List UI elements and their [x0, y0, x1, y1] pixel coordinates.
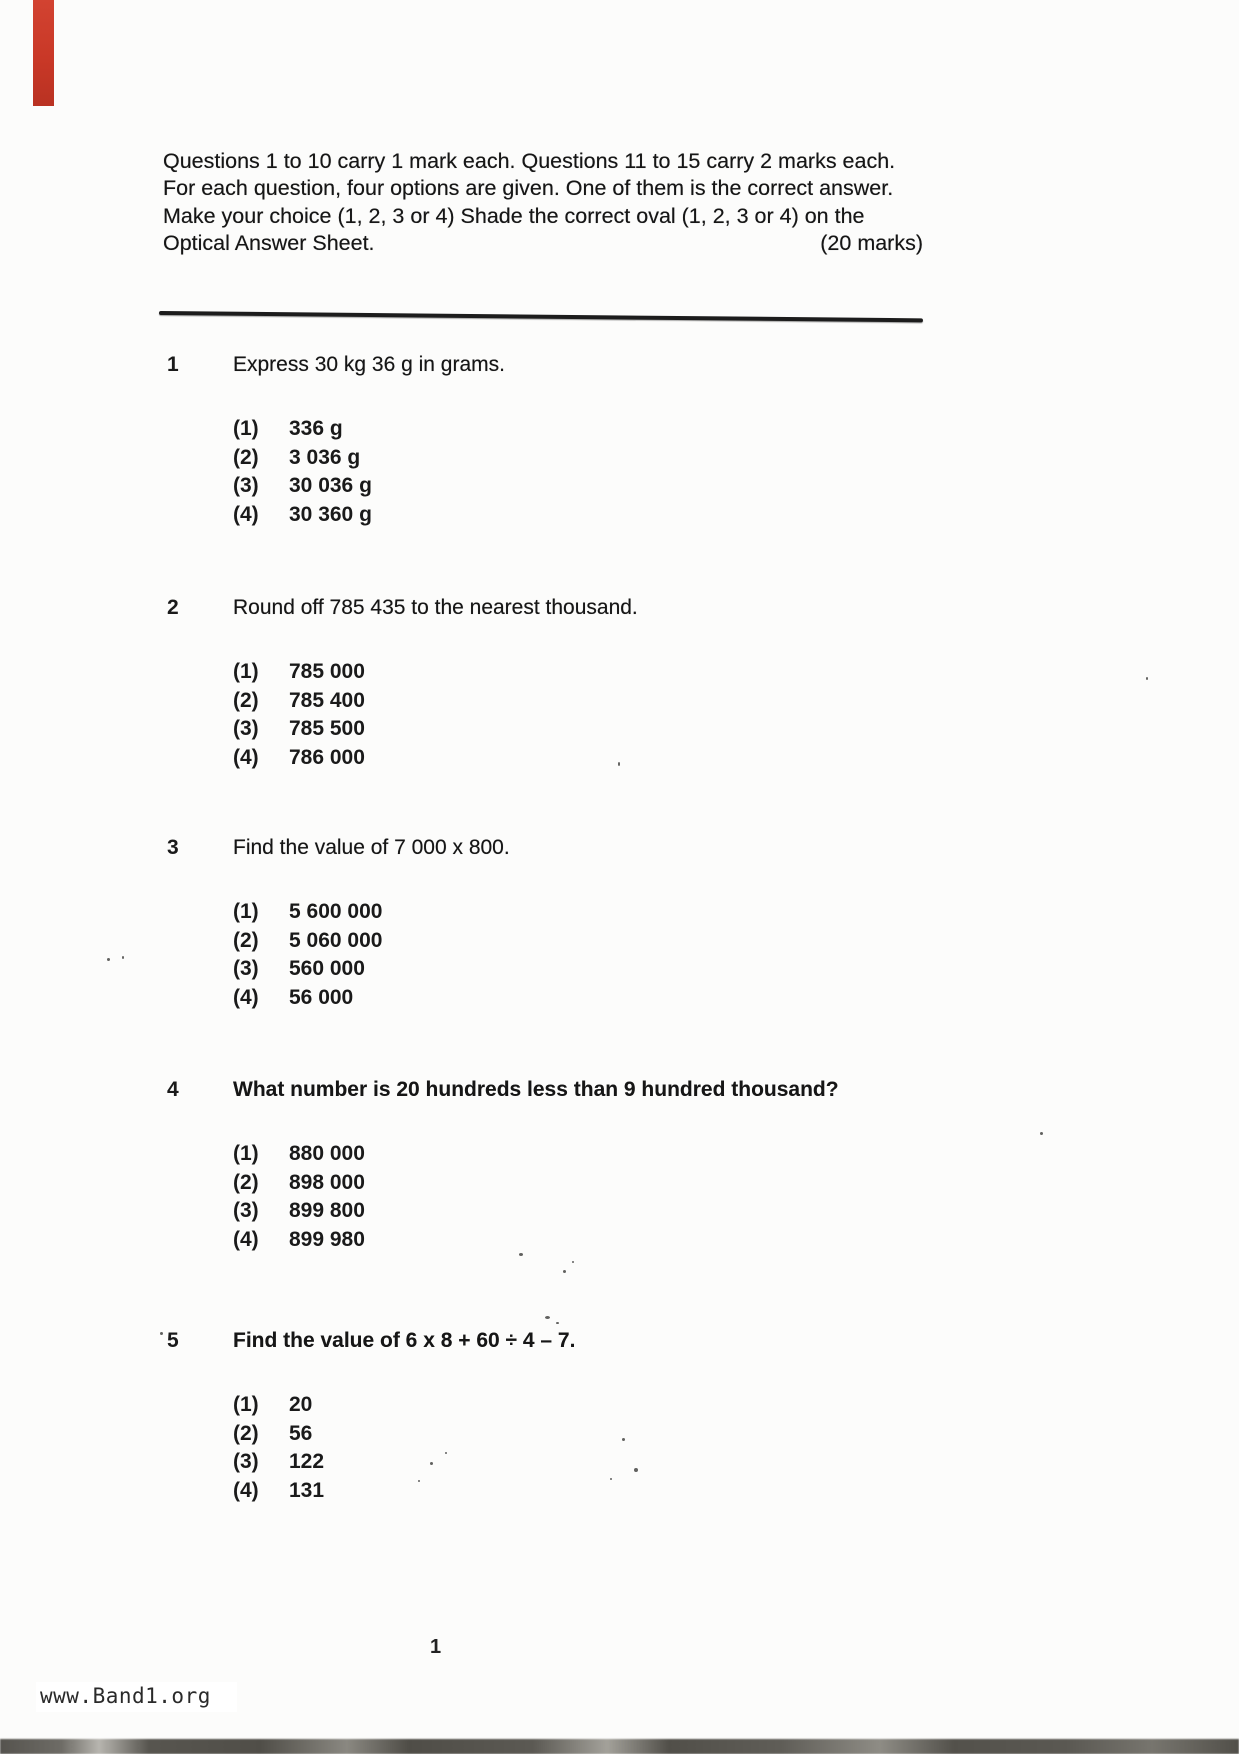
- option-row: [233, 444, 372, 473]
- option-value: 880 000: [289, 1142, 365, 1165]
- option-value: 56: [289, 1421, 313, 1445]
- option-row: [233, 1420, 324, 1449]
- option-value: 5 060 000: [289, 928, 383, 952]
- option-label: (4): [233, 1478, 259, 1502]
- watermark-url: www.Band1.org: [36, 1682, 237, 1712]
- option-label: (1): [233, 900, 259, 923]
- option-value: 30 360 g: [289, 502, 372, 526]
- option-label: (1): [233, 1142, 259, 1165]
- option-label: (3): [233, 717, 259, 741]
- option-row: [233, 1448, 324, 1477]
- option-value: 899 800: [289, 1199, 365, 1223]
- question-5-options: [233, 1391, 324, 1505]
- scan-speckle: [1040, 1132, 1043, 1135]
- scan-speckle: [610, 1478, 612, 1480]
- scan-speckle: [519, 1253, 523, 1256]
- option-label: (4): [233, 502, 259, 526]
- option-value: 122: [289, 1450, 325, 1474]
- red-edge-mark: [33, 0, 54, 106]
- option-row: [233, 1226, 365, 1255]
- option-value: 785 400: [289, 688, 365, 712]
- option-row: [233, 744, 365, 773]
- scan-speckle: [545, 1316, 550, 1319]
- option-label: (2): [233, 445, 259, 469]
- scan-speckle: [556, 1322, 559, 1324]
- option-value: 785 000: [289, 660, 365, 683]
- scan-speckle: [430, 1462, 433, 1465]
- question-1-options: [233, 415, 372, 529]
- scan-speckle: [1146, 677, 1148, 680]
- instructions-line-4: Optical Answer Sheet.: [163, 231, 375, 256]
- option-label: (3): [233, 957, 259, 981]
- scan-edge-strip: [0, 1739, 1239, 1754]
- option-label: (2): [233, 1421, 259, 1445]
- question-5-stem: Find the value of 6 x 8 + 60 ÷ 4 – 7.: [233, 1329, 576, 1352]
- option-row: [233, 1169, 365, 1198]
- exam-instructions: [163, 148, 923, 258]
- instructions-line-1: Questions 1 to 10 carry 1 mark each. Questions 11 to 15 carry 2 marks each.: [163, 149, 896, 173]
- option-label: (3): [233, 1199, 259, 1223]
- option-value: 336 g: [289, 417, 343, 440]
- option-value: 30 036 g: [289, 474, 372, 498]
- option-row: [233, 955, 382, 984]
- scan-speckle: [572, 1261, 574, 1263]
- option-row: [233, 984, 382, 1013]
- header-divider-rule: [159, 311, 923, 322]
- question-3-number: 3: [167, 836, 179, 859]
- option-row: [233, 1477, 324, 1506]
- option-row: [233, 1391, 324, 1420]
- scan-speckle: [622, 1438, 625, 1441]
- instructions-line-2: For each question, four options are given. One of them is the correct answer.: [163, 176, 894, 201]
- scan-speckle: [122, 956, 124, 959]
- marks-total: (20 marks): [820, 231, 923, 256]
- question-5-number: 5: [167, 1329, 179, 1352]
- option-label: (2): [233, 928, 259, 952]
- scan-speckle: [618, 762, 620, 766]
- option-label: (2): [233, 1170, 259, 1194]
- option-label: (3): [233, 474, 259, 498]
- scan-speckle: [563, 1270, 566, 1273]
- option-label: (4): [233, 1227, 259, 1251]
- option-value: 899 980: [289, 1227, 365, 1251]
- question-4-stem: What number is 20 hundreds less than 9 hundred thousand?: [233, 1078, 839, 1101]
- scan-speckle: [418, 1480, 420, 1482]
- page-number: 1: [430, 1636, 442, 1658]
- option-row: [233, 927, 382, 956]
- option-label: (4): [233, 985, 259, 1009]
- scan-speckle: [107, 958, 110, 961]
- option-value: 560 000: [289, 957, 365, 981]
- question-1-number: 1: [167, 353, 179, 376]
- option-value: 785 500: [289, 717, 365, 741]
- question-2-stem: Round off 785 435 to the nearest thousand.: [233, 596, 638, 619]
- option-value: 5 600 000: [289, 900, 383, 923]
- question-3-options: [233, 898, 382, 1012]
- option-label: (1): [233, 417, 259, 440]
- scan-speckle: [445, 1452, 447, 1454]
- option-row: [233, 1140, 365, 1169]
- option-row: [233, 472, 372, 501]
- option-value: 20: [289, 1393, 313, 1416]
- option-value: 3 036 g: [289, 445, 361, 469]
- option-row: [233, 501, 372, 530]
- option-label: (4): [233, 745, 259, 769]
- option-label: (3): [233, 1450, 259, 1474]
- option-value: 786 000: [289, 745, 365, 769]
- option-label: (1): [233, 660, 259, 683]
- question-2-options: [233, 658, 365, 772]
- option-row: [233, 415, 372, 444]
- option-label: (2): [233, 688, 259, 712]
- option-row: [233, 687, 365, 716]
- option-label: (1): [233, 1393, 259, 1416]
- option-value: 898 000: [289, 1170, 365, 1194]
- option-row: [233, 1197, 365, 1226]
- option-value: 56 000: [289, 985, 354, 1009]
- question-1-stem: Express 30 kg 36 g in grams.: [233, 353, 505, 376]
- option-row: [233, 715, 365, 744]
- option-row: [233, 658, 365, 687]
- question-2-number: 2: [167, 596, 179, 619]
- question-4-number: 4: [167, 1078, 179, 1101]
- instructions-line-3: Make your choice (1, 2, 3 or 4) Shade the correct oval (1, 2, 3 or 4) on the: [163, 203, 865, 228]
- question-4-options: [233, 1140, 365, 1254]
- scan-speckle: [160, 1332, 163, 1335]
- option-value: 131: [289, 1478, 325, 1502]
- option-row: [233, 898, 382, 927]
- question-3-stem: Find the value of 7 000 x 800.: [233, 836, 510, 859]
- scan-speckle: [634, 1468, 638, 1472]
